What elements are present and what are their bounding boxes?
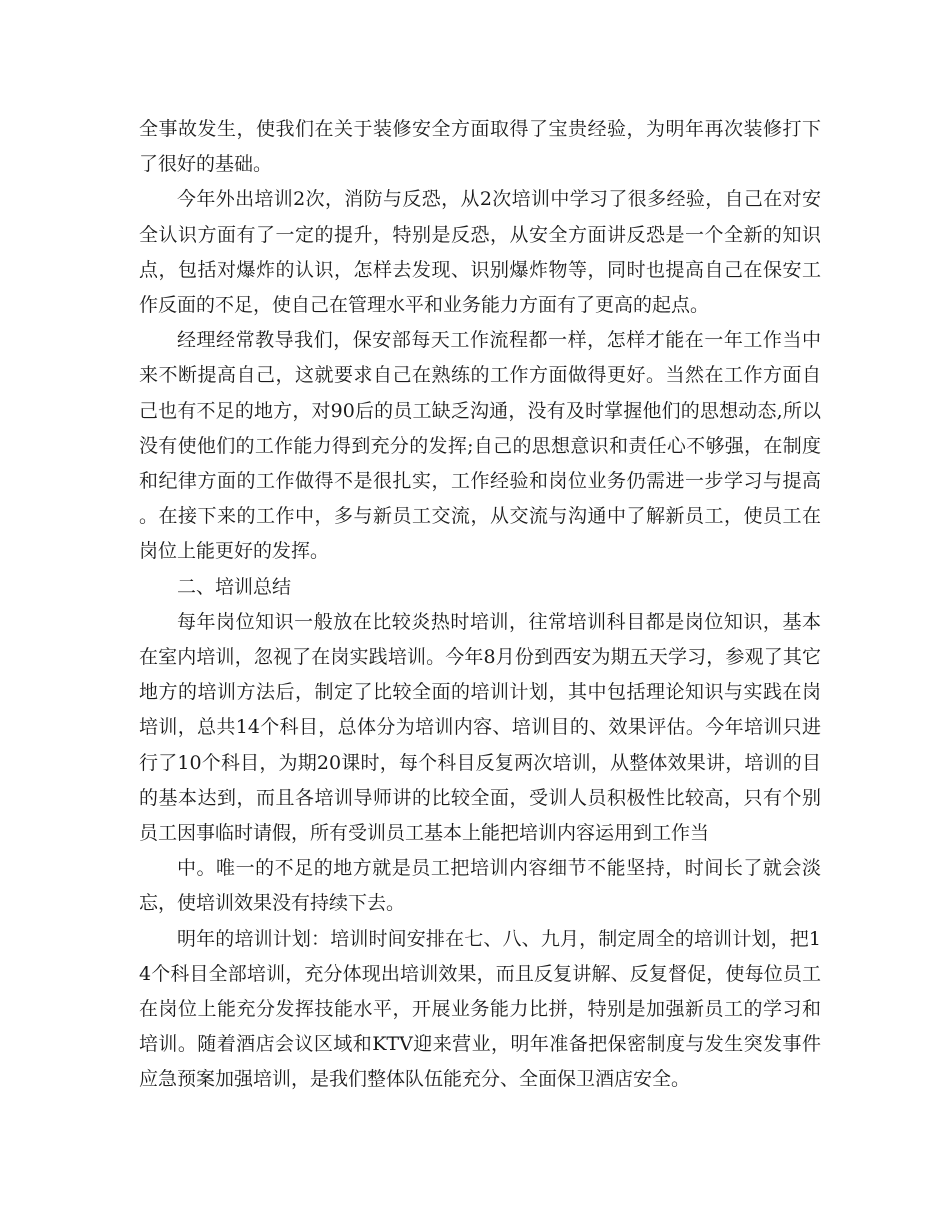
paragraph-continuation: 全事故发生，使我们在关于装修安全方面取得了宝贵经验，为明年再次装修打下了很好的基础。 xyxy=(139,118,821,176)
document-body xyxy=(139,112,821,1098)
paragraph-next-year-plan: 明年的培训计划：培训时间安排在七、八、九月，制定周全的培训计划，把14个科目全部培训，充分体现出培训效果，而且反复讲解、反复督促，使每位员工在岗位上能充分发挥技能水平，开展业务能力比拼，特别是加强新员工的学习和培训。随着酒店会议区域和KTV迎来营业，明年准备把保密制度与发生突发事件应急预案加强培训，是我们整体队伍能充分、全面保卫酒店安全。 xyxy=(139,927,821,1091)
paragraph-annual-training: 每年岗位知识一般放在比较炎热时培训，往常培训科目都是岗位知识，基本在室内培训，忽视了在岗实践培训。今年8月份到西安为期五天学习，参观了其它地方的培训方法后，制定了比较全面的培训计划，其中包括理论知识与实践在岗培训，总共14个科目，总体分为培训内容、培训目的、效果评估。今年培训只进行了10个科目，为期20课时，每个科目反复两次培训，从整体效果讲，培训的目的基本达到，而且各培训导师讲的比较全面，受训人员积极性比较高，只有个别员工因事临时请假，所有受训员工基本上能把培训内容运用到工作当 xyxy=(139,610,821,845)
paragraph-manager-guidance: 经理经常教导我们，保安部每天工作流程都一样，怎样才能在一年工作当中来不断提高自己，这就要求自己在熟练的工作方面做得更好。当然在工作方面自己也有不足的地方，对90后的员工缺乏沟通，没有及时掌握他们的思想动态,所以没有使他们的工作能力得到充分的发挥;自己的思想意识和责任心不够强，在制度和纪律方面的工作做得不是很扎实，工作经验和岗位业务仍需进一步学习与提高。在接下来的工作中，多与新员工交流，从交流与沟通中了解新员工，使员工在岗位上能更好的发挥。 xyxy=(139,329,821,563)
paragraph-external-training: 今年外出培训2次，消防与反恐，从2次培训中学习了很多经验，自己在对安全认识方面有了一定的提升，特别是反恐，从安全方面讲反恐是一个全新的知识点，包括对爆炸的认识，怎样去发现、识别爆炸物等，同时也提高自己在保安工作反面的不足，使自己在管理水平和业务能力方面有了更高的起点。 xyxy=(139,188,821,317)
paragraph-shortcoming: 中。唯一的不足的地方就是员工把培训内容细节不能坚持，时间长了就会淡忘，使培训效果没有持续下去。 xyxy=(139,857,821,915)
section-heading-training-summary: 二、培训总结 xyxy=(177,575,292,598)
